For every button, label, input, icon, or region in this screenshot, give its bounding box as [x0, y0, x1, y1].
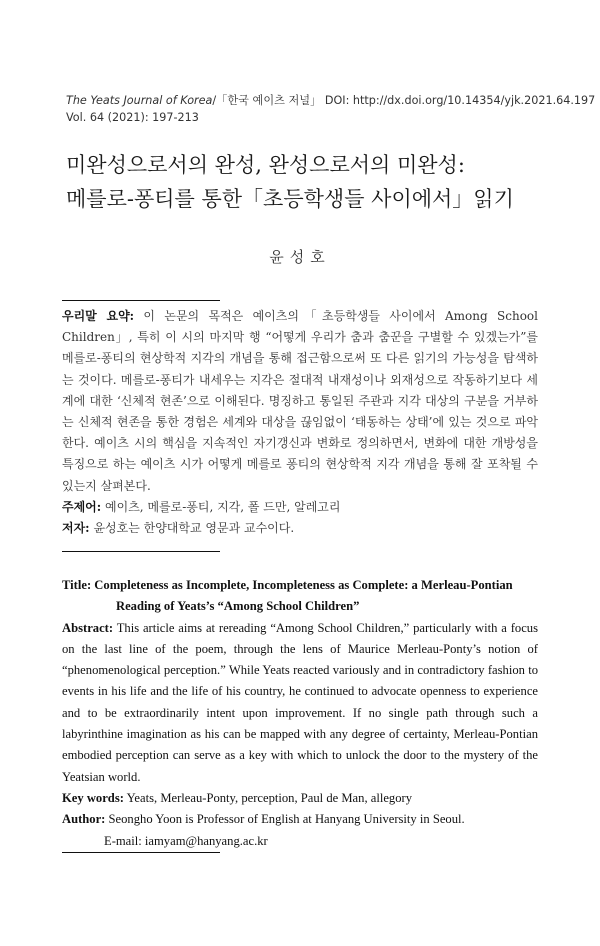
- journal-header: [66, 92, 596, 126]
- korean-keywords-label: 주제어:: [62, 499, 102, 514]
- english-title: [62, 575, 538, 618]
- volume-pages: Vol. 64 (2021): 197-213: [66, 111, 199, 124]
- english-title-text-2: Reading of Yeats’s “Among School Children”: [116, 599, 360, 614]
- english-author-info: [62, 809, 538, 830]
- english-title-text-1: Completeness as Incomplete, Incompleteness as Complete: a Merleau-Pontian: [91, 578, 513, 592]
- korean-keywords: [62, 497, 538, 518]
- divider-rule: [62, 300, 220, 301]
- korean-author-info: [62, 518, 538, 539]
- korean-author-text: 윤성호는 한양대학교 영문과 교수이다.: [89, 521, 295, 536]
- title-line-1: 미완성으로서의 완성, 완성으로서의 미완성:: [66, 153, 465, 177]
- korean-abstract-label: 우리말 요약:: [62, 309, 135, 323]
- english-abstract-text: This article aims at rereading “Among School Children,” particularly with a focus on the last line of the poem, through the lens of Maurice Merleau-Ponty’s notion of “phenomenological perception.” While Yeats reacted variously and in contradictory fashion to events in his life and the life of his country, he continued to advocate openness to experience and to be extraordinarily intent upon improvement. If no single path through such a labyrinthine imagination as his can be mapped with any degree of certainty, Merleau-Pontian embodied perception can serve as a key with which to unlock the door to the mystery of the Yeatsian world.: [62, 620, 538, 784]
- english-abstract-block: [62, 575, 538, 852]
- journal-name: The Yeats Journal of Korea: [66, 94, 213, 107]
- korean-abstract-text: 이 논문의 목적은 예이츠의「초등학생들 사이에서 Among School Children」, 특히 이 시의 마지막 행 “어떻게 우리가 춤과 춤꾼을 구별할 수 있겠는가”를 메를로-퐁티의 현상학적 지각의 개념을 통해 접근함으로써 또 다른 읽기의 가능성을 탐색하는 것이다. 메를로-퐁티가 내세우는 지각은 절대적 내재성이나 외재성으로 작동하기보다 세계에 대한 ‘신체적 현존’으로 이해된다. 명징하고 통일된 주관과 지각 대상의 구분을 거부하는 신체적 현존을 통한 경험은 세계와 대상을 끊임없이 ‘태동하는 상태’에 있는 것으로 파악한다. 예이츠 시의 핵심을 지속적인 자기갱신과 변화로 정의하면서, 변화에 대한 개방성을 특징으로 하는 예이츠 시가 어떻게 메를로 퐁티의 현상학적 지각 개념을 통해 잘 포착될 수 있는지 살펴본다.: [62, 309, 538, 493]
- english-keywords: [62, 788, 538, 809]
- korean-abstract: [62, 306, 538, 497]
- divider-rule: [62, 852, 220, 853]
- english-author-label: Author:: [62, 812, 106, 827]
- english-abstract-label: Abstract:: [62, 620, 114, 635]
- divider-rule: [62, 551, 220, 552]
- journal-citation-line: [66, 92, 596, 109]
- doi[interactable]: DOI: http://dx.doi.org/10.14354/yjk.2021.64.197: [321, 94, 596, 107]
- author-email[interactable]: E-mail: iamyam@hanyang.ac.kr: [104, 833, 268, 848]
- english-author-text: Seongho Yoon is Professor of English at Hanyang University in Seoul.: [105, 812, 465, 827]
- english-keywords-label: Key words:: [62, 790, 124, 805]
- title-line-2: 메를로-퐁티를 통한「초등학생들 사이에서」읽기: [66, 187, 514, 211]
- korean-author-label: 저자:: [62, 521, 90, 536]
- author-name: 윤성호: [269, 248, 331, 266]
- english-keywords-text: Yeats, Merleau-Ponty, perception, Paul de Man, allegory: [123, 790, 412, 805]
- korean-keywords-text: 예이츠, 메를로-퐁티, 지각, 폴 드만, 알레고리: [101, 499, 341, 514]
- english-title-label: Title:: [62, 578, 92, 592]
- journal-name-korean: /「한국 예이츠 저널」: [212, 94, 322, 107]
- paper-title: [66, 148, 546, 216]
- korean-abstract-block: [62, 306, 538, 539]
- english-abstract: [62, 618, 538, 788]
